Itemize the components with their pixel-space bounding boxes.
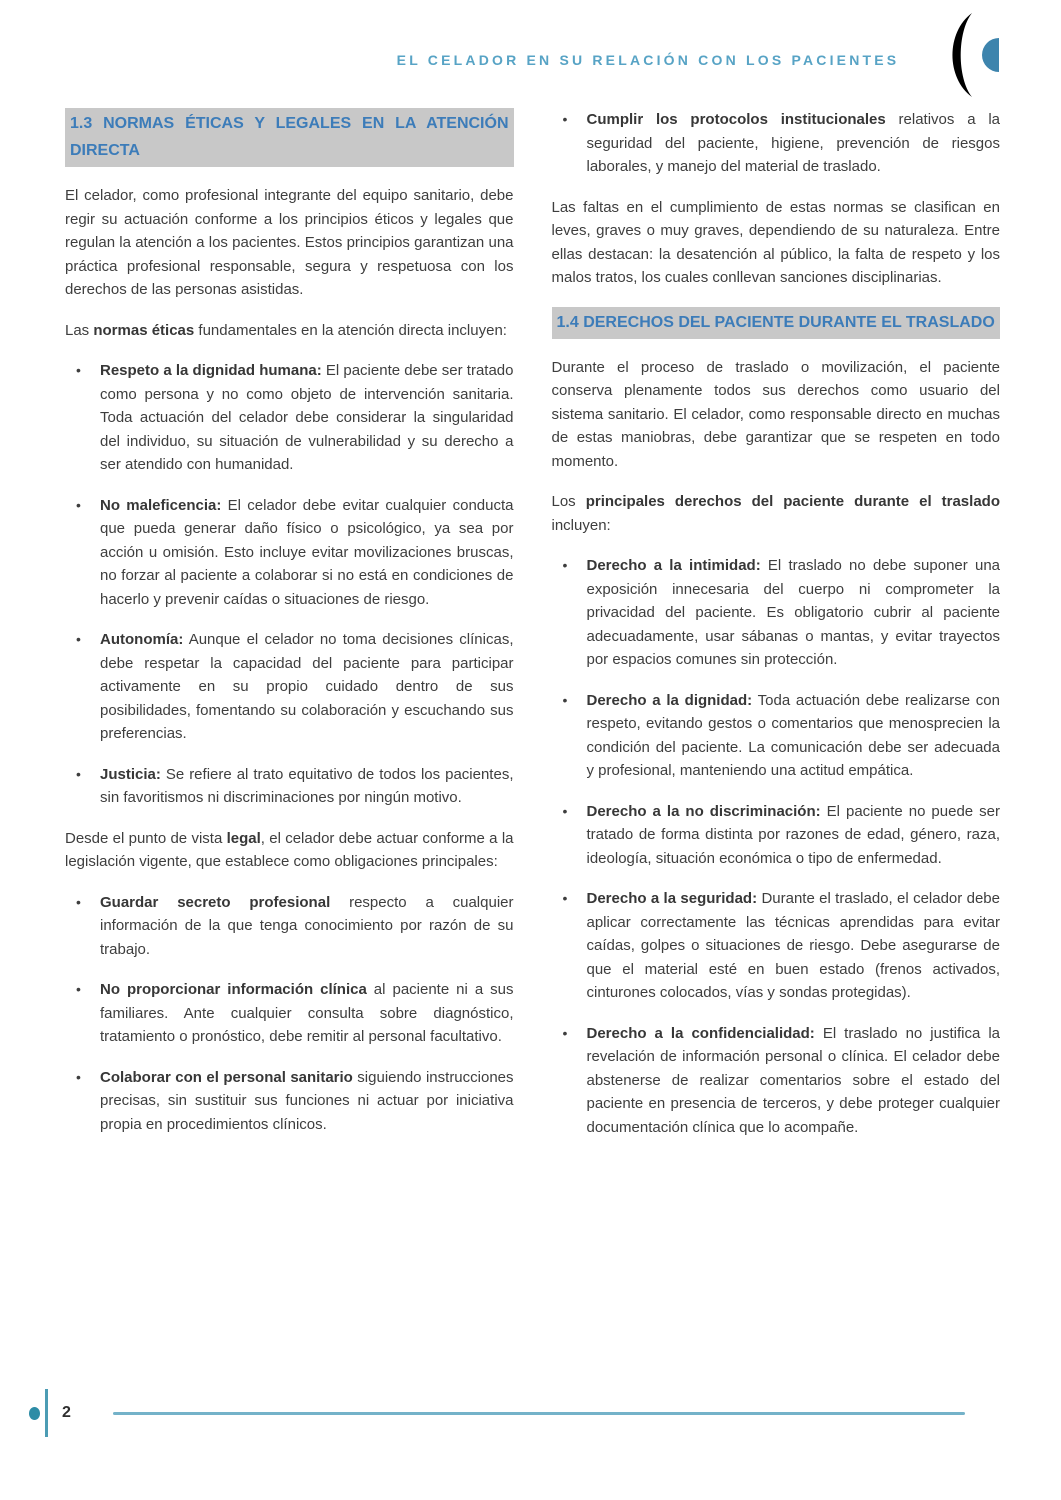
protocol-bullet-list [552,108,1001,179]
page-footer [29,1389,965,1437]
bullet-marker: • [76,1068,81,1085]
text-run: Las [65,321,94,339]
list-item [552,800,1001,871]
text-run-bold: principales derechos del paciente durante el traslado [585,493,1000,510]
bullet-marker: • [76,893,81,910]
paragraph-ethics-intro [65,319,514,343]
text-run: , el celador debe actuar conforme a la legislación vigente, que establece como obligaciones principales: [65,829,514,870]
bullet-marker: • [562,691,568,708]
bullet-marker: • [76,981,81,997]
list-item [65,763,514,810]
bullet-marker: • [76,362,81,378]
bullet-lead: Colaborar con el personal sanitario [100,1068,353,1086]
list-item [65,1066,514,1137]
right-column [552,108,1001,1156]
bullet-lead: Derecho a la intimidad: [586,557,761,574]
bullet-rest: El traslado no justifica la revelación de información personal o clínica. El celador debe abstenerse de realizar comentarios sobre el estado del paciente en presencia de terceros, y debe proteger cualquier documentación clínica que lo acompañe. [586,1024,1000,1136]
bullet-rest: relativos a la seguridad del paciente, higiene, prevención de riesgos laborales, y manejo del material de traslado. [586,111,1000,175]
left-column [65,108,514,1156]
bullet-rest: El paciente debe ser tratado como persona y no como objeto de intervención sanitaria. Toda actuación del celador debe considerar la singularidad del individuo, su situación de vulnerabilidad y su derecho a ser atendido con humanidad. [100,362,514,473]
text-run: Los [551,493,586,510]
bullet-lead: Derecho a la seguridad: [586,890,758,907]
bullet-rest: al paciente ni a sus familiares. Ante cualquier consulta sobre diagnóstico, tratamiento o pronóstico, debe remitir al personal facultativo. [100,981,514,1045]
list-item [552,554,1001,672]
bullet-rest: El celador debe evitar cualquier conducta que pueda generar daño físico o psicológico, ya sea por acción u omisión. Esto incluye evitar movilizaciones bruscas, no forzar al paciente a colaborar si no está en condiciones de hacerlo y prevenir caídas o situaciones de riesgo. [100,496,514,608]
list-item [552,1022,1001,1140]
bullet-text [100,763,514,810]
text-run-bold: legal [226,829,261,847]
derechos-bullet-list [552,554,1001,1139]
bullet-rest: El traslado no debe suponer una exposición innecesaria del cuerpo ni comprometer la privacidad del paciente. Es obligatorio cubrir al paciente adecuadamente, usar sábanas o mantas, y evitar trayectos por espacios comunes sin protección. [586,557,1000,668]
footer-vertical-bar [45,1389,48,1437]
section-heading-1-4: 1.4 DERECHOS DEL PACIENTE DURANTE EL TRASLADO [552,307,1001,339]
list-item [65,494,514,612]
logo-crescent-shape [953,13,973,97]
bullet-text [587,554,1001,672]
paragraph-faltas: Las faltas en el cumplimiento de estas normas se clasifican en leves, graves o muy graves, dependiendo de su naturaleza. Entre ellas destacan: la desatención al público, la falta de respeto y los malos tratos, los cuales conllevan sanciones disciplinarias. [551,198,1000,286]
bullet-lead: Autonomía: [100,631,184,648]
brand-logo-icon [938,10,1010,100]
bullet-rest: El paciente no puede ser tratado de forma distinta por razones de edad, género, raza, ideología, situación económica o tipo de enfermedad. [586,802,1000,867]
list-item [65,978,514,1049]
bullet-marker: • [76,496,81,513]
bullet-lead: Derecho a la no discriminación: [586,802,821,820]
bullet-text [100,1066,514,1137]
footer-dot-icon [29,1407,40,1420]
bullet-rest: Aunque el celador no toma decisiones clínicas, debe respetar la capacidad del paciente para participar activamente en su propio cuidado dentro de sus posibilidades, fomentando su colaboración y escuchando sus preferencias. [100,631,514,742]
bullet-lead: Cumplir los protocolos institucionales [586,111,886,128]
bullet-text [100,628,514,746]
text-run: Desde el punto de vista [65,829,227,847]
legal-bullet-list [65,891,514,1137]
content-columns [65,108,1000,1156]
list-item [552,108,1001,179]
list-item [552,689,1001,783]
bullet-lead: Derecho a la confidencialidad: [586,1024,815,1042]
bullet-rest: siguiendo instrucciones precisas, sin sustituir sus funciones ni actuar por iniciativa propia en procedimientos clínicos. [100,1068,514,1133]
bullet-rest: Se refiere al trato equitativo de todos los pacientes, sin favoritismos ni discriminaciones por ningún motivo. [100,765,514,806]
list-item [65,359,514,477]
paragraph-traslado-overview: Durante el proceso de traslado o movilización, el paciente conserva plenamente todos sus derechos como usuario del sistema sanitario. El celador, como responsable directo en muchas de estas maniobras, debe garantizar que se respeten en todo momento. [551,358,1000,470]
bullet-marker: • [76,631,81,647]
footer-rule [113,1412,965,1415]
bullet-marker: • [562,890,568,906]
bullet-text [587,108,1001,179]
bullet-text [587,1022,1001,1140]
paragraph-ethics-overview: El celador, como profesional integrante del equipo sanitario, debe regir su actuación conforme a los principios éticos y legales que regulan la atención a los pacientes. Estos principios garantizan una práctica profesional responsable, segura y respetuosa con los derechos de las personas asistidas. [65,187,514,298]
bullet-lead: No maleficencia: [100,496,222,514]
bullet-text [100,359,514,477]
text-run: fundamentales en la atención directa incluyen: [194,321,507,339]
page-number: 2 [62,1404,71,1421]
logo-half-circle-shape [982,38,999,72]
bullet-marker: • [562,1024,568,1041]
bullet-text [100,978,514,1049]
section-heading-1-3: 1.3 NORMAS ÉTICAS Y LEGALES EN LA ATENCIÓN DIRECTA [65,108,514,167]
bullet-marker: • [76,765,81,782]
bullet-lead: Derecho a la dignidad: [586,691,753,709]
ethics-bullet-list [65,359,514,810]
bullet-lead: Respeto a la dignidad humana: [100,362,322,379]
bullet-marker: • [562,557,568,573]
bullet-rest: Durante el traslado, el celador debe aplicar correctamente las técnicas aprendidas para evitar caídas, golpes o situaciones de riesgo. Debe asegurarse de que el material esté en buen estado (frenos activados, cinturones colocados, vías y sondas protegidas). [586,890,1000,1001]
text-run-bold: normas éticas [93,321,195,339]
list-item [65,891,514,962]
bullet-text [587,800,1001,871]
list-item [65,628,514,746]
list-item [552,887,1001,1005]
bullet-rest: Toda actuación debe realizarse con respeto, evitando gestos o comentarios que menosprecien la condición del paciente. La comunicación debe ser adecuada y profesional, manteniendo una actitud empática. [586,691,1000,779]
bullet-text [100,494,514,612]
bullet-rest: respecto a cualquier información de la que tenga conocimiento por razón de su trabajo. [100,893,514,958]
paragraph-legal-intro [65,827,514,874]
bullet-marker: • [562,802,568,819]
bullet-text [587,689,1001,783]
page-header-title: EL CELADOR EN SU RELACIÓN CON LOS PACIENTES [396,52,900,68]
paragraph-derechos-intro [552,490,1001,537]
text-run: incluyen: [551,516,611,534]
bullet-marker: • [562,111,568,127]
bullet-text [587,887,1001,1005]
bullet-text [100,891,514,962]
bullet-lead: Justicia: [100,765,161,783]
bullet-lead: No proporcionar información clínica [100,981,367,998]
bullet-lead: Guardar secreto profesional [100,893,331,911]
